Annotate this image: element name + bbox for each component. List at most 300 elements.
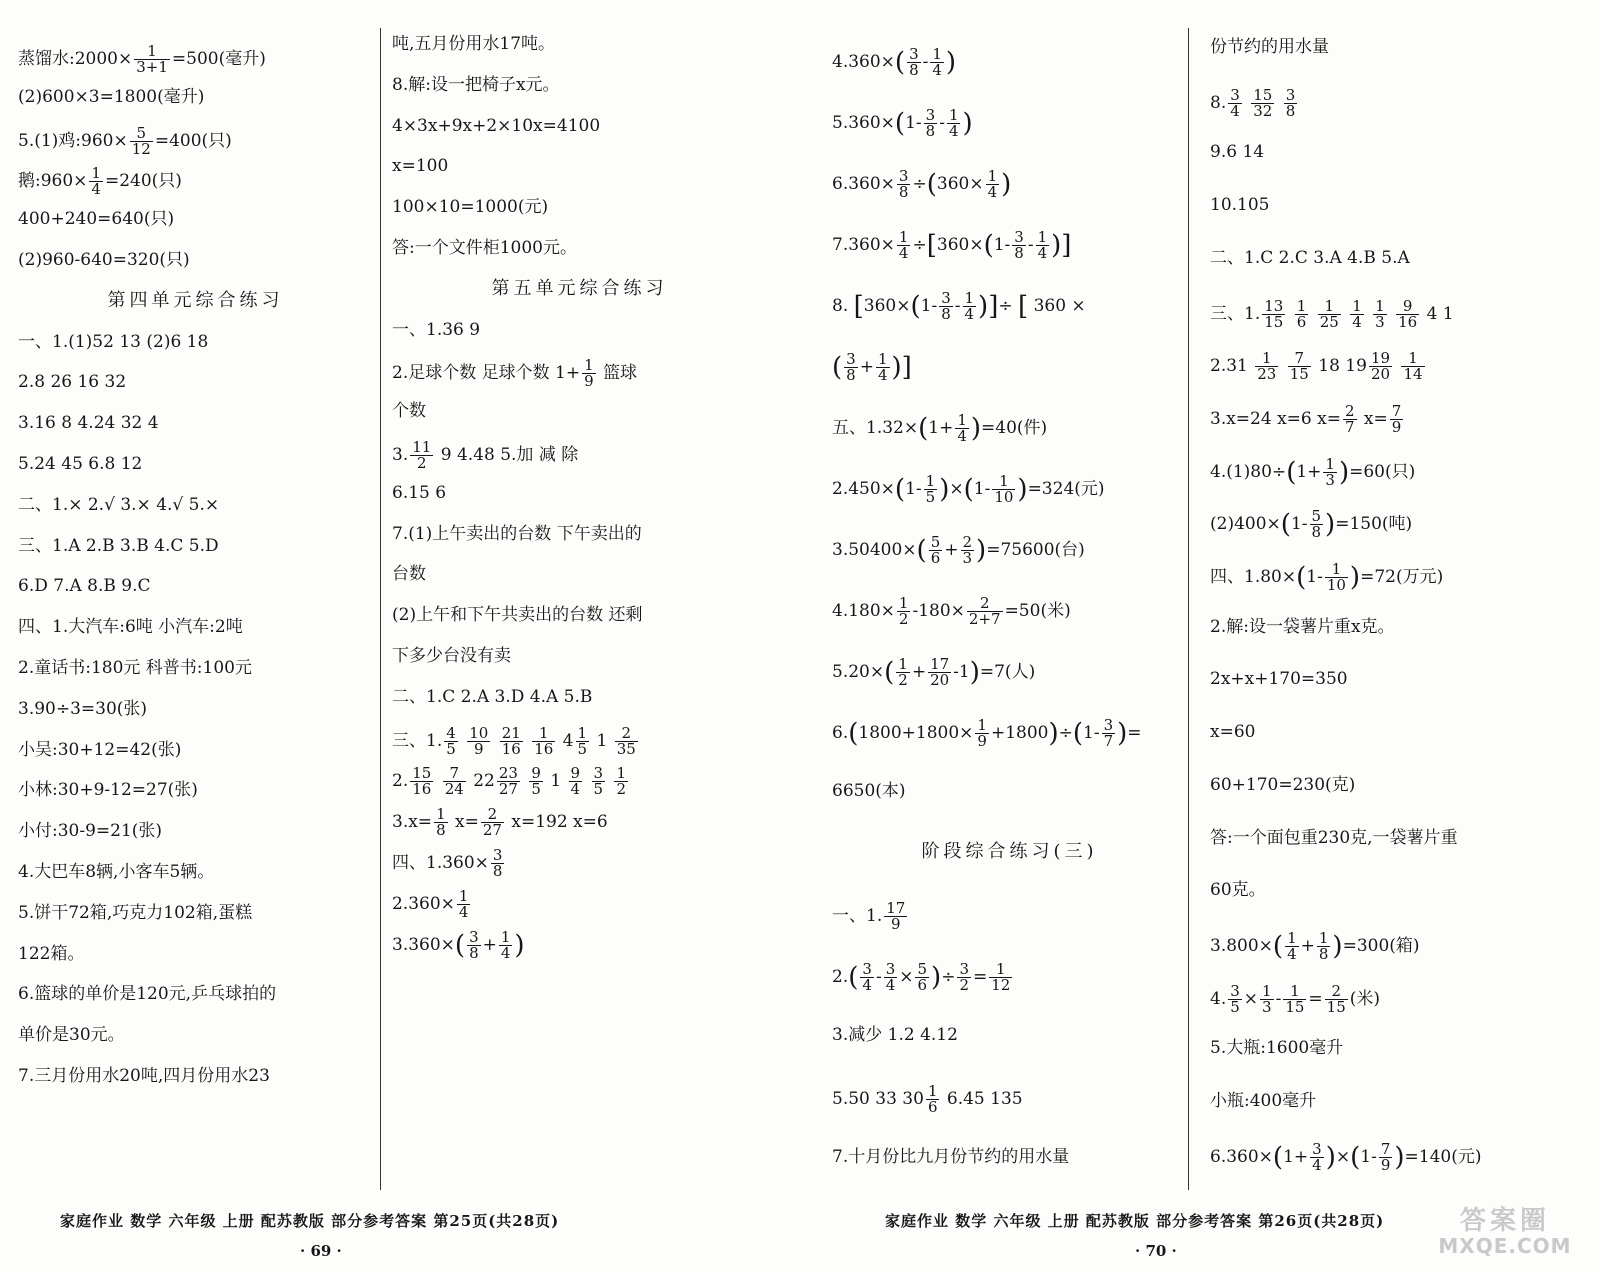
bracket: ) (939, 474, 950, 505)
bracket: ) (1338, 457, 1350, 488)
numerator: 1 (1352, 296, 1362, 315)
fraction (907, 47, 921, 78)
denominator: 6 (917, 976, 928, 994)
numerator: 1 (1375, 296, 1385, 315)
section-heading: 第四单元综合练习 (107, 289, 284, 311)
answer-line: 100×10=1000(元) (392, 197, 549, 218)
answer-line: 小林:30+9-12=27(张) (18, 780, 198, 801)
answer-column-1 (18, 0, 373, 1200)
fraction (434, 807, 448, 838)
denominator: 4 (1037, 244, 1048, 262)
fraction (928, 657, 951, 688)
fraction (1228, 85, 1242, 120)
denominator: 6 (927, 1098, 938, 1116)
answer-line: 7.(1)上午卖出的台数 下午卖出的 (392, 523, 642, 544)
fraction (500, 723, 523, 758)
fraction (1396, 296, 1419, 331)
numerator: 9 (1396, 299, 1419, 315)
denominator: 8 (1318, 944, 1329, 963)
denominator: 20 (930, 671, 950, 689)
answer-line: 5.20×( $\frac{1}{2}$ + $\frac{17}{20}$ -1)=7(人) (832, 655, 1036, 689)
bracket: ( (454, 930, 466, 961)
answer-line: 四、1.大汽车:6吨 小汽车:2吨 (18, 617, 243, 638)
denominator: 15 (1264, 312, 1284, 331)
denominator: 4 (964, 305, 975, 323)
numerator: 5 (917, 960, 928, 978)
denominator: 15 (1289, 365, 1309, 384)
fraction (957, 962, 971, 993)
numerator: 1 (989, 962, 1012, 978)
denominator: 14 (1403, 365, 1423, 384)
numerator: 3 (1014, 228, 1024, 246)
answer-line: 小付:30-9=21(张) (18, 821, 163, 842)
fraction (130, 123, 153, 158)
fraction (1012, 230, 1026, 261)
denominator: 12 (131, 139, 151, 158)
denominator: 6 (1296, 312, 1307, 331)
answer-line: 2.31 $\frac{1}{23}$ $\frac{7}{15}$ 18 19 $\frac{19}{20}$ $\frac{1}{14}$ (1210, 349, 1423, 384)
answer-line: 8. $\frac{3}{4}$ $\frac{15}{32}$ $\frac{3}{8}$ (1210, 85, 1296, 120)
fraction (444, 723, 458, 758)
numerator: 7 (1391, 401, 1402, 420)
fraction (930, 47, 944, 78)
bracket: ) (1048, 718, 1059, 749)
fraction (897, 169, 911, 200)
bracket: ) (978, 291, 989, 322)
fraction (1401, 351, 1424, 382)
numerator: 9 (570, 764, 581, 783)
fraction (1310, 509, 1324, 540)
numerator: 3 (1312, 1139, 1322, 1158)
numerator: 1 (616, 764, 626, 783)
denominator: 7 (1103, 732, 1114, 750)
numerator: 10 (469, 723, 489, 742)
fraction (1318, 296, 1341, 331)
denominator: 10 (994, 488, 1014, 506)
numerator: 15 (1253, 85, 1273, 104)
numerator: 3 (1230, 981, 1240, 1000)
denominator: 9 (584, 372, 594, 391)
numerator: 15 (412, 764, 432, 783)
denominator: 27 (498, 780, 518, 799)
denominator: 16 (1398, 312, 1418, 331)
fraction (1323, 454, 1337, 489)
numerator: 1 (91, 164, 101, 183)
bracket: ) (969, 657, 980, 688)
answer-line: 4.大巴车8辆,小客车5辆。 (18, 862, 215, 882)
fraction (532, 723, 555, 758)
answer-line: 个数 (392, 401, 426, 422)
fraction (1317, 928, 1331, 963)
fraction (499, 927, 513, 962)
denominator: 4 (1312, 1155, 1322, 1174)
answer-line: 4.(1)80÷(1+ $\frac{1}{3}$ )=60(只) (1210, 454, 1416, 489)
fraction (1310, 1139, 1324, 1174)
fraction (1379, 1139, 1393, 1174)
answer-line: 3.16 8 4.24 32 4 (18, 413, 159, 434)
denominator: 4 (957, 427, 967, 445)
denominator: 4 (932, 61, 942, 79)
bracket: ( (1272, 931, 1284, 962)
fraction (1343, 401, 1357, 436)
answer-line: (2)上午和下午共卖出的台数 还剩 (392, 605, 643, 626)
answer-line: 3.50400×( $\frac{5}{6}$ + $\frac{2}{3}$ )=75600(台) (832, 533, 1085, 567)
answer-line: 7.十月份比九月份节约的用水量 (832, 1147, 1070, 1167)
fraction (924, 474, 938, 505)
fraction (614, 766, 628, 797)
answer-line: 3.x= $\frac{1}{8}$ x= $\frac{2}{27}$ x=192 x=6 (392, 805, 608, 840)
denominator: 24 (444, 780, 464, 799)
denominator: 8 (436, 821, 446, 840)
answer-line: 6.360× $\frac{3}{8}$ ÷(360× $\frac{1}{4}$ ) (832, 167, 1012, 201)
numerator: 1 (957, 411, 967, 429)
numerator: 1 (436, 805, 446, 824)
answer-line: 2.450×(1- $\frac{1}{5}$ )×(1- $\frac{1}{10}$ )=324(元) (832, 472, 1105, 506)
denominator: 2 (898, 610, 909, 628)
denominator: 2 (616, 780, 626, 799)
fraction (844, 352, 858, 383)
denominator: 3 (1375, 312, 1385, 331)
fraction (897, 596, 911, 627)
denominator: 4 (877, 366, 888, 384)
numerator: 5 (1311, 507, 1322, 526)
numerator: 7 (443, 766, 466, 782)
bracket: ( (1296, 562, 1307, 593)
bracket: ) (1325, 1142, 1336, 1173)
numerator: 11 (412, 438, 432, 456)
watermark-url: MXQE.COM (1438, 1234, 1572, 1258)
numerator: 1 (1262, 981, 1272, 1000)
answer-line: 单价是30元。 (18, 1025, 125, 1046)
bracket: [ (926, 230, 937, 261)
denominator: 3 (962, 549, 973, 567)
answer-line: 2.解:设一袋薯片重x克。 (1210, 616, 1395, 637)
numerator: 1 (1325, 454, 1335, 473)
fraction (955, 413, 969, 444)
denominator: 27 (482, 821, 502, 840)
answer-line: 7.360× $\frac{1}{4}$ ÷[360×(1- $\frac{3}{8}$ - $\frac{1}{4}$ )] (832, 228, 1072, 262)
fraction (989, 962, 1012, 993)
answer-line: (2)960-640=320(只) (18, 250, 190, 270)
answer-line: 二、1.× 2.√ 3.× 4.√ 5.× (18, 494, 220, 515)
fraction (569, 766, 583, 797)
bracket: ( (894, 108, 906, 139)
numerator: 1 (1255, 351, 1278, 367)
numerator: 1 (584, 356, 594, 375)
bracket: ) (1117, 718, 1128, 749)
bracket: ) (1325, 509, 1336, 540)
denominator: 5 (531, 780, 541, 799)
numerator: 1 (500, 927, 511, 946)
answer-line: 2.8 26 16 32 (18, 372, 127, 393)
answer-line: 三、1. $\frac{4}{5}$ $\frac{10}{9}$ $\frac{21}{16}$ $\frac{1}{16}$ 4 $\frac{1}{5}$ 1 $\frac{2}{35}$ (392, 723, 636, 758)
denominator: 8 (1311, 523, 1322, 542)
numerator: 2 (615, 726, 638, 742)
denominator: 5 (1230, 997, 1240, 1016)
numerator: 3 (959, 960, 969, 978)
numerator: 1 (532, 726, 555, 742)
bracket: ( (1272, 1142, 1284, 1173)
denominator: 25 (1319, 312, 1339, 331)
fraction (615, 723, 638, 758)
denominator: 4 (1352, 312, 1362, 331)
numerator: 2 (962, 533, 973, 551)
numerator: 3 (469, 927, 479, 946)
fraction (89, 166, 103, 197)
denominator: 3 (1262, 997, 1272, 1016)
denominator: 15 (1326, 997, 1346, 1016)
fraction (947, 108, 961, 139)
answer-line: 9.6 14 (1210, 142, 1265, 163)
fraction (410, 766, 433, 797)
numerator: 1 (1318, 928, 1329, 947)
numerator: 1 (134, 44, 170, 60)
answer-line: 5.大瓶:1600毫升 (1210, 1038, 1344, 1059)
numerator: 3 (1103, 716, 1114, 734)
bracket: ) (1051, 230, 1062, 261)
watermark-logo (1430, 1200, 1580, 1258)
fraction (1373, 296, 1387, 331)
fraction (961, 535, 975, 566)
denominator: 20 (1370, 365, 1391, 384)
answer-line: x=60 (1210, 722, 1256, 743)
denominator: 9 (977, 732, 987, 750)
numerator: 13 (1264, 296, 1284, 315)
fraction (134, 44, 170, 75)
numerator: 2 (1344, 401, 1355, 420)
fraction (967, 596, 1003, 627)
numerator: 2 (967, 596, 1003, 612)
bracket: ( (1280, 509, 1291, 540)
bracket: ( (918, 413, 929, 444)
denominator: 4 (885, 976, 896, 994)
denominator: 5 (577, 739, 588, 758)
answer-column-2 (392, 0, 767, 1200)
numerator: 3 (862, 960, 872, 978)
denominator: 8 (925, 122, 936, 140)
answer-line: 3.减少 1.2 4.12 (832, 1025, 958, 1045)
answer-line: 4. $\frac{3}{5}$ × $\frac{1}{3}$ - $\frac{1}{15}$ = $\frac{2}{15}$ (米) (1210, 981, 1381, 1016)
fraction (576, 723, 590, 758)
watermark-badge: 答案圈 (1459, 1206, 1550, 1236)
numerator: 1 (898, 594, 909, 612)
answer-line: 答:一个面包重230克,一袋薯片重 (1210, 827, 1458, 848)
fraction (939, 291, 953, 322)
denominator: 3+1 (136, 58, 168, 76)
denominator: 9 (891, 915, 901, 933)
answer-line: 四、1.360× $\frac{3}{8}$ (392, 846, 503, 880)
fraction (860, 962, 874, 993)
answer-line: 6.(1800+1800× $\frac{1}{9}$ +1800)÷(1- $\frac{3}{7}$ )= (832, 716, 1142, 750)
denominator: 4 (1230, 101, 1240, 120)
section-heading: 第五单元综合练习 (491, 277, 668, 299)
answer-line: 鹅:960× $\frac{1}{4}$ =240(只) (18, 164, 182, 199)
fraction (924, 108, 938, 139)
fraction (1262, 296, 1285, 331)
numerator: 1 (1401, 351, 1424, 367)
denominator: 16 (501, 739, 521, 758)
fraction (975, 718, 989, 749)
column-divider (1188, 28, 1189, 1190)
answer-line: 60克。 (1210, 880, 1266, 901)
bracket: ] (901, 352, 912, 383)
bracket: ) (1349, 562, 1361, 593)
answer-line: 一、1. $\frac{17}{9}$ (832, 899, 906, 933)
answer-line: 3.360×( $\frac{3}{8}$ + $\frac{1}{4}$ ) (392, 927, 525, 962)
denominator: 4 (898, 244, 909, 262)
denominator: 5 (593, 780, 604, 799)
answer-line: 2.( $\frac{3}{4}$ - $\frac{3}{4}$ × $\frac{5}{6}$ )÷ $\frac{3}{2}$ = $\frac{1}{12}$ (832, 960, 1011, 994)
numerator: 1 (577, 723, 588, 742)
answer-line: 8. [360×(1- $\frac{3}{8}$ - $\frac{1}{4}$ )]÷ [ 360 × (832, 289, 1086, 323)
fraction (467, 927, 481, 962)
numerator: 1 (992, 474, 1015, 490)
bracket: ) (970, 413, 982, 444)
answer-line: 2. $\frac{15}{16}$ $\frac{7}{24}$ 22 $\frac{23}{27}$ $\frac{9}{5}$ 1 $\frac{9}{4}$ $\frac{3}{5}$ $\frac{1}{2}$ (392, 764, 626, 799)
fraction (467, 723, 490, 758)
denominator: 8 (492, 862, 503, 880)
fraction (529, 766, 543, 797)
numerator: 2 (481, 807, 504, 823)
fraction (897, 230, 911, 261)
denominator: 2+7 (968, 610, 1001, 628)
fraction (1102, 718, 1116, 749)
answer-line: 吨,五月份用水17吨。 (392, 34, 556, 54)
fraction (1390, 401, 1404, 436)
denominator: 9 (1380, 1155, 1391, 1174)
numerator: 1 (927, 1082, 938, 1100)
numerator: 1 (1318, 299, 1341, 315)
fraction (1325, 981, 1348, 1016)
bracket: ] (1061, 230, 1072, 261)
answer-line: 60+170=230(克) (1210, 774, 1356, 795)
fraction (915, 962, 929, 993)
answer-line: 三、1. $\frac{13}{15}$ $\frac{1}{6}$ $\frac{1}{25}$ $\frac{1}{4}$ $\frac{1}{3}$ $\frac{9}{16}$ 4 1 (1210, 296, 1454, 331)
answer-line: x=100 (392, 156, 449, 177)
column-divider (380, 28, 381, 1190)
fraction (481, 807, 504, 838)
denominator: 8 (909, 61, 919, 79)
denominator: 4 (458, 902, 469, 921)
answer-line: 小瓶:400毫升 (1210, 1091, 1317, 1111)
numerator: 3 (885, 960, 896, 978)
numerator: 1 (877, 350, 888, 368)
fraction (884, 962, 898, 993)
section-heading: 阶段综合练习(三) (921, 841, 1098, 862)
numerator: 23 (498, 764, 518, 783)
answer-line: 4.180× $\frac{1}{2}$ -180× $\frac{2}{2+7}$ =50(米) (832, 594, 1071, 628)
answer-line: 2.童话书:180元 科普书:100元 (18, 658, 252, 678)
bracket: ( (1286, 457, 1297, 488)
fraction (1325, 562, 1348, 593)
denominator: 4 (987, 183, 998, 201)
answer-line: 5.360×(1- $\frac{3}{8}$ - $\frac{1}{4}$ ) (832, 106, 973, 140)
answer-column-4 (1210, 0, 1595, 1200)
denominator: 2 (959, 976, 969, 994)
answer-line: 122箱。 (18, 943, 85, 964)
numerator: 1 (1283, 984, 1306, 1000)
answer-line: 6.篮球的单价是120元,乒乓球拍的 (18, 984, 277, 1005)
numerator: 3 (846, 350, 856, 368)
numerator: 1 (1287, 928, 1297, 947)
fraction (1350, 296, 1364, 331)
denominator: 3 (1325, 470, 1335, 489)
answer-line: 2.360× $\frac{1}{4}$ (392, 886, 469, 921)
numerator: 1 (977, 716, 987, 734)
numerator: 3 (898, 167, 909, 185)
numerator: 21 (501, 723, 521, 742)
bracket: ) (945, 47, 957, 78)
bracket: ) (1001, 169, 1012, 200)
bracket: ] (988, 291, 999, 322)
page-number-right: · 70 · (1135, 1242, 1177, 1260)
numerator: 7 (1288, 351, 1311, 367)
fraction (457, 886, 471, 921)
answer-line: ( $\frac{3}{8}$ + $\frac{1}{4}$ )] (832, 350, 912, 384)
bracket: ) (1394, 1142, 1405, 1173)
bracket: ) (1017, 474, 1028, 505)
numerator: 1 (1325, 562, 1348, 578)
answer-line: 四、1.80×(1- $\frac{1}{10}$ )=72(万元) (1210, 560, 1444, 594)
fraction (929, 535, 943, 566)
denominator: 15 (1285, 997, 1305, 1016)
fraction (1295, 296, 1309, 331)
numerator: 3 (925, 106, 936, 124)
answer-line: 3.800×( $\frac{1}{4}$ + $\frac{1}{8}$ )=300(箱) (1210, 928, 1420, 963)
bracket: ( (848, 718, 859, 749)
fraction (1284, 85, 1298, 120)
fraction (1036, 230, 1050, 261)
footer-right: 家庭作业 数学 六年级 上册 配苏教版 部分参考答案 第26页(共28页) (885, 1212, 1385, 1230)
numerator: 3 (1230, 85, 1240, 104)
answer-column-3 (832, 0, 1187, 1200)
fraction (896, 657, 910, 688)
denominator: 8 (1285, 101, 1296, 120)
bracket: ( (963, 474, 974, 505)
fraction (1285, 928, 1299, 963)
answer-line: 台数 (392, 564, 426, 585)
bracket: ) (976, 535, 987, 566)
numerator: 1 (925, 472, 936, 490)
answer-line: 5.(1)鸡:960× $\frac{5}{12}$ =400(只) (18, 123, 232, 158)
answer-line: (2)400×(1- $\frac{5}{8}$ )=150(吨) (1210, 507, 1413, 542)
answer-line: 8.解:设一把椅子x元。 (392, 74, 560, 95)
answer-line: 一、1.36 9 (392, 319, 481, 340)
answer-line: 二、1.C 2.A 3.D 4.A 5.B (392, 686, 593, 707)
answer-line: 5.饼干72箱,巧克力102箱,蛋糕 (18, 902, 253, 923)
numerator: 1 (1037, 228, 1048, 246)
denominator: 4 (570, 780, 581, 799)
answer-line: 5.24 45 6.8 12 (18, 454, 143, 474)
numerator: 1 (964, 289, 975, 307)
numerator: 4 (446, 723, 456, 742)
numerator: 9 (531, 764, 541, 783)
bracket: ( (884, 657, 895, 688)
denominator: 4 (1287, 944, 1297, 963)
fraction (1369, 351, 1392, 382)
denominator: 8 (846, 366, 856, 384)
denominator: 32 (1253, 101, 1273, 120)
answer-line: 五、1.32×(1+ $\frac{1}{4}$ )=40(件) (832, 411, 1048, 445)
denominator: 12 (991, 976, 1011, 994)
denominator: 4 (948, 122, 959, 140)
fraction (884, 901, 907, 932)
denominator: 8 (469, 943, 479, 962)
bracket: ) (962, 108, 973, 139)
fraction (592, 766, 606, 797)
bracket: ) (931, 962, 942, 993)
answer-line: 3. $\frac{11}{2}$ 9 4.48 5.加 减 除 (392, 438, 579, 472)
